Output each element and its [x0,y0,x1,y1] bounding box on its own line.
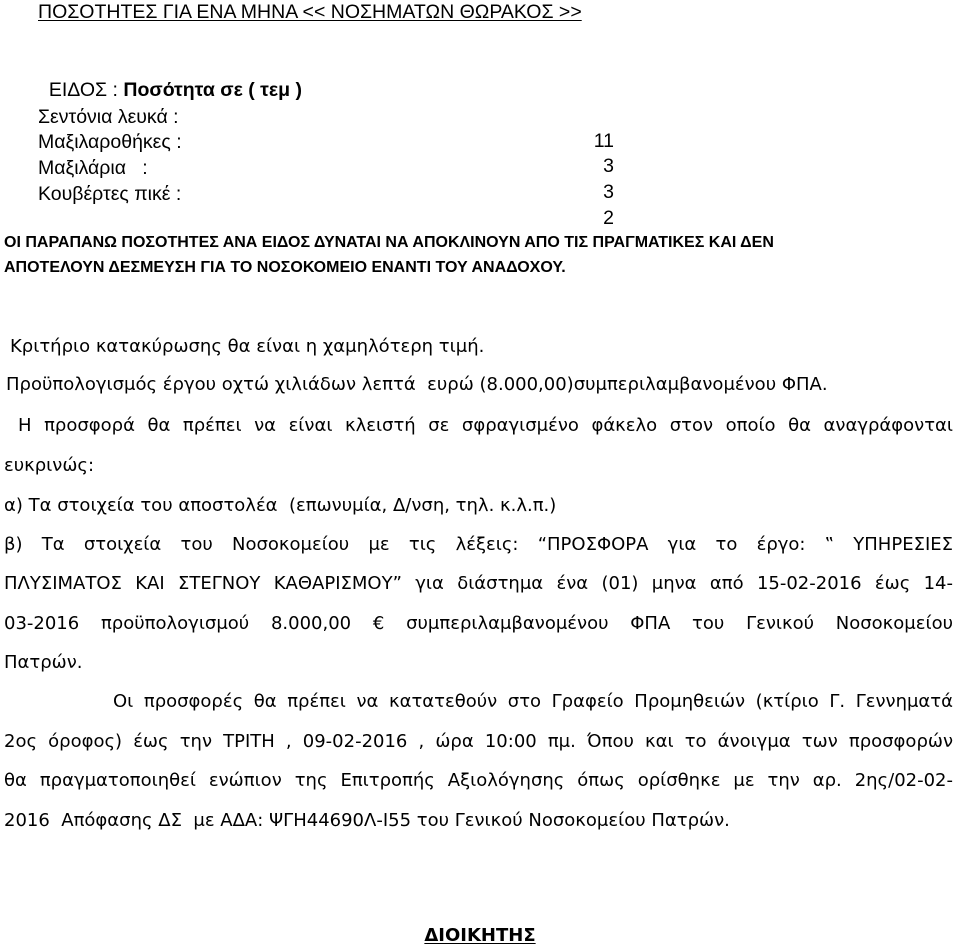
offer-text-line: Οι προσφορές θα πρέπει να κατατεθούν στο Γραφείο Προμηθειών (κτίριο Γ. Γεννηματά [113,691,953,712]
offer-text-line: 03-2016 προϋπολογισμού 8.000,00 € συμπεριλαμβανομένου ΦΠΑ του Γενικού Νοσοκομείου [4,613,953,634]
item-quantity: 2 [603,207,614,229]
item-type-value: Ποσότητα σε ( τεμ ) [123,79,302,101]
offer-text-line: θα πραγματοποιηθεί ενώπιον της Επιτροπής Αξιολόγησης όπως ορίσθηκε με την αρ. 2ης/02-02- [4,770,953,791]
notice-line: ΟΙ ΠΑΡΑΠΑΝΩ ΠΟΣΟΤΗΤΕΣ ΑΝΑ ΕΙΔΟΣ ΔΥΝΑΤΑΙ ΝΑ ΑΠΟΚΛΙΝΟΥΝ ΑΠΟ ΤΙΣ ΠΡΑΓΜΑΤΙΚΕΣ ΚΑΙ ΔΕΝ [4,234,774,251]
offer-text-line: α) Τα στοιχεία του αποστολέα (επωνυμία, Δ/νση, τηλ. κ.λ.π.) [4,495,557,516]
offer-text-line: Η προσφορά θα πρέπει να είναι κλειστή σε σφραγισμένο φάκελο στον οποίο θα αναγράφονται [18,415,953,436]
item-name: Σεντόνια λευκά : [38,106,179,128]
item-type-row [38,54,938,101]
item-quantity: 3 [603,181,614,203]
document-title: ΠΟΣΟΤΗΤΕΣ ΓΙΑ ΕΝΑ ΜΗΝΑ << ΝΟΣΗΜΑΤΩΝ ΘΩΡΑΚΟΣ >> [38,1,582,23]
offer-text-line: ευκρινώς: [4,455,95,476]
item-quantity: 11 [593,130,614,152]
budget-line: Προϋπολογισμός έργου οχτώ χιλιάδων λεπτά ευρώ (8.000,00)συμπεριλαμβανομένου ΦΠΑ. [6,374,828,395]
item-name: Μαξιλάρια : [38,157,148,179]
item-name: Κουβέρτες πικέ : [38,183,182,205]
signature-title: ΔΙΟΙΚΗΤΗΣ [424,925,536,946]
award-criterion: Κριτήριο κατακύρωσης θα είναι η χαμηλότερη τιμή. [10,336,485,357]
item-type-label: ΕΙΔΟΣ : [48,79,124,101]
offer-text-line: 2016 Απόφασης ΔΣ με ΑΔΑ: ΨΓΗ44690Λ-Ι55 του Γενικού Νοσοκομείου Πατρών. [4,810,730,831]
item-quantity: 3 [603,155,614,177]
item-name: Μαξιλαροθήκες : [38,131,182,153]
notice-line: ΑΠΟΤΕΛΟΥΝ ΔΕΣΜΕΥΣΗ ΓΙΑ ΤΟ ΝΟΣΟΚΟΜΕΙΟ ΕΝΑΝΤΙ ΤΟΥ ΑΝΑΔΟΧΟΥ. [4,259,566,276]
offer-text-line: 2ος όροφος) έως την ΤΡΙΤΗ , 09-02-2016 , ώρα 10:00 πμ. Όπου και το άνοιγμα των προσφορών [4,731,953,752]
item-row [0,158,960,229]
offer-text-line: Πατρών. [4,652,83,673]
offer-text-line: β) Τα στοιχεία του Νοσοκομείου με τις λέξεις: “ΠΡΟΣΦΟΡΑ για το έργο: ‟ ΥΠΗΡΕΣΙΕΣ [4,534,953,555]
offer-text-line: ΠΛΥΣΙΜΑΤΟΣ ΚΑΙ ΣΤΕΓΝΟΥ ΚΑΘΑΡΙΣΜΟΥ” για διάστημα ένα (01) μηνα από 15-02-2016 έως 14- [4,573,953,594]
